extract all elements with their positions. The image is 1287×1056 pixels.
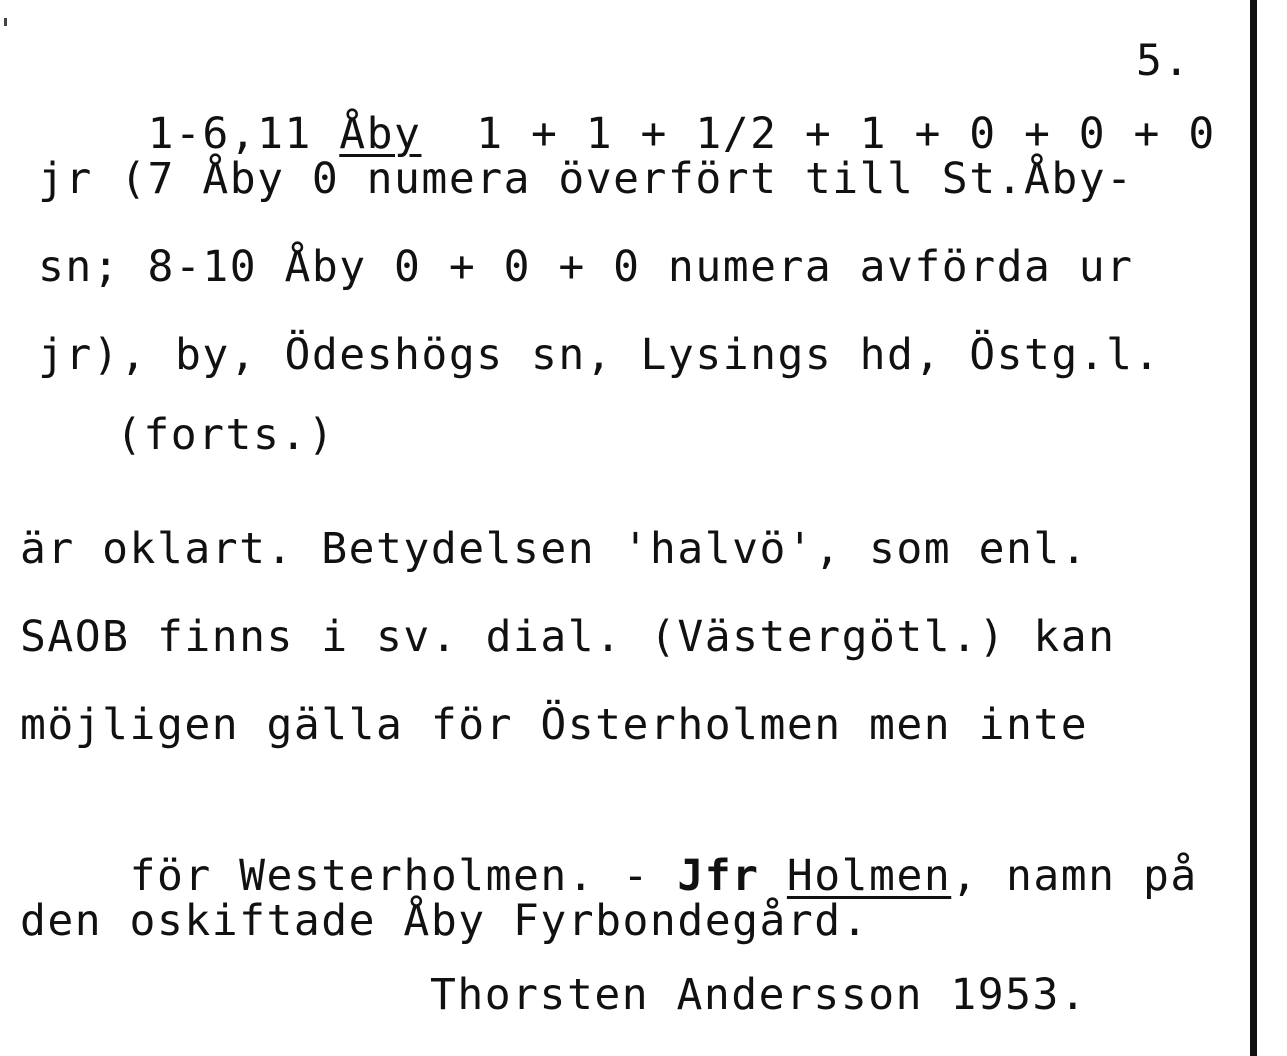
body-line-5: den oskiftade Åby Fyrbondegård. xyxy=(20,896,870,946)
entry-line-3: sn; 8-10 Åby 0 + 0 + 0 numera avförda ur xyxy=(38,242,1134,292)
body-line-1: är oklart. Betydelsen 'halvö', som enl. xyxy=(20,524,1089,574)
entry-continued-note: (forts.) xyxy=(116,410,336,460)
page-number: 5. xyxy=(1136,36,1191,86)
cross-reference-name: Holmen xyxy=(786,851,952,901)
paper-speck xyxy=(4,18,7,26)
entry-line-4: jr), by, Ödeshögs sn, Lysings hd, Östg.l. xyxy=(38,330,1161,380)
card-edge-line xyxy=(1250,0,1257,1056)
cross-reference-label: Jfr xyxy=(677,851,760,901)
entry-place-name: Åby xyxy=(339,109,422,159)
body-line-2: SAOB finns i sv. dial. (Västergötl.) kan xyxy=(20,612,1116,662)
entry-assessment: 1 + 1 + 1/2 + 1 + 0 + 0 + 0 xyxy=(421,109,1216,159)
body-line-4-prefix: för Westerholmen. - xyxy=(129,851,678,901)
body-line-3: möjligen gälla för Österholmen men inte xyxy=(20,700,1089,750)
body-line-4-rest: , namn på xyxy=(951,851,1198,901)
entry-parcel-numbers: 1-6,11 xyxy=(147,109,340,159)
entry-line-2: jr (7 Åby 0 numera överfört till St.Åby- xyxy=(38,154,1134,204)
signature: Thorsten Andersson 1953. xyxy=(430,970,1088,1020)
